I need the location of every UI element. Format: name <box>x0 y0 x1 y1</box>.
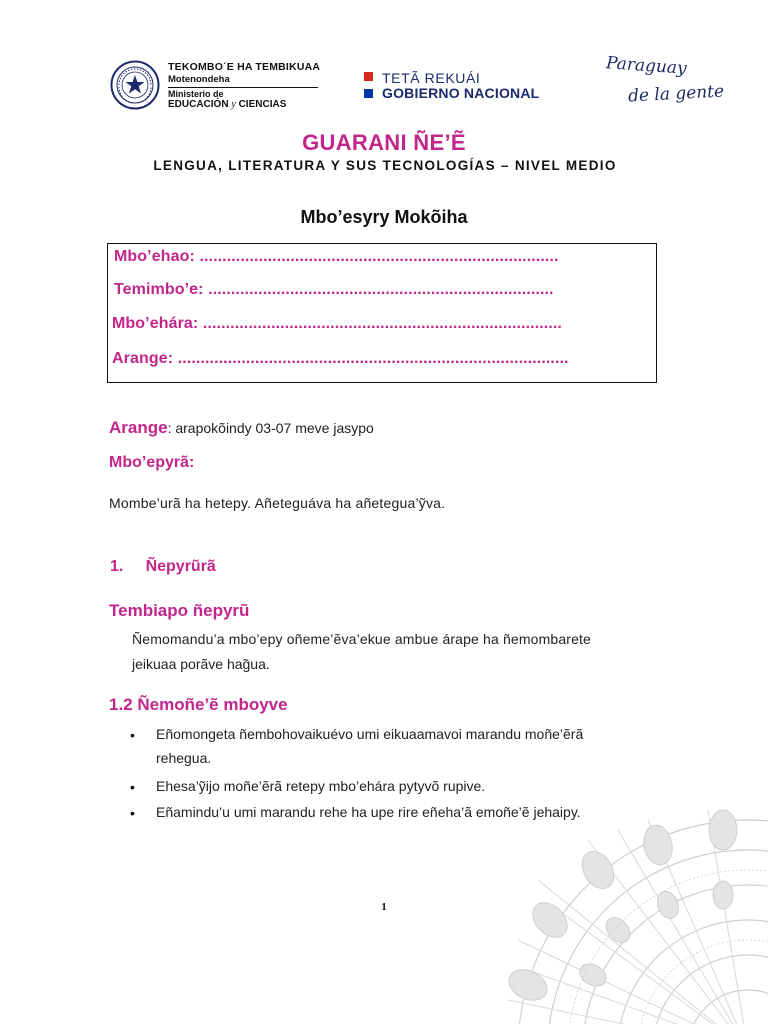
document-title: GUARANI ÑE’Ẽ <box>302 130 466 155</box>
ministry-conjunction: y <box>231 99 236 110</box>
school-label: Mbo’ehao: <box>114 248 200 265</box>
teacher-field <box>112 315 562 333</box>
ministry-education: EDUCACIÓN <box>168 99 229 110</box>
ministry-sciences: CIENCIAS <box>238 99 287 110</box>
ministry-seal-logo <box>110 60 160 110</box>
intro-line-1: Ñemomandu’a mbo’epy oñeme’ẽva’ekue ambue árape ha ñemombarete <box>132 631 591 647</box>
bullet-item-1-line-2: rehegua. <box>156 750 212 766</box>
bullet-icon: • <box>130 779 135 795</box>
section-1-heading: 1. Ñepyrũrã <box>110 558 216 575</box>
paraguay-de-la-gente-logo <box>605 53 726 112</box>
goal-text: Mombe’urã ha hetepy. Añeteguáva ha añetegua’ỹva. <box>109 495 446 511</box>
brand-line-1: Paraguay <box>605 53 688 79</box>
bullet-icon: • <box>130 805 135 821</box>
brand-line-2: de la gente <box>627 81 725 107</box>
date-line <box>109 418 374 438</box>
ministry-divider <box>168 87 318 88</box>
bullet-item-3: Eñamindu’u umi marandu rehe ha upe rire eñeha’ã emoñe’ẽ jehaipy. <box>156 804 581 820</box>
ministry-name-spanish <box>168 100 320 110</box>
ministry-logo-text <box>168 62 320 110</box>
bullet-item-2: Ehesa’ỹijo moñe’ẽrã retepy mbo’ehára pytyvõ rupive. <box>156 778 486 794</box>
government-name-spanish: GOBIERNO NACIONAL <box>382 85 540 101</box>
exam-title: Mbo’esyry Mokõiha <box>300 207 468 227</box>
teacher-label: Mbo’ehára: <box>112 315 203 332</box>
teacher-blank: ............................................................................... <box>202 315 562 332</box>
student-field <box>114 281 554 299</box>
date-field <box>112 350 569 368</box>
student-blank: ............................................................................ <box>208 281 554 298</box>
student-info-box <box>107 243 657 383</box>
lace-decoration-image <box>498 800 768 1024</box>
bullet-icon: • <box>130 727 135 743</box>
ministry-subtitle: Motenondeha <box>168 73 230 85</box>
intro-heading: Tembiapo ñepyrũ <box>109 601 250 620</box>
ministry-label: Ministerio de <box>168 89 224 99</box>
student-label: Temimbo’e: <box>114 281 209 298</box>
page-number: 1 <box>381 901 387 913</box>
goal-heading: Mbo’epyrã: <box>109 454 195 471</box>
intro-line-2: jeikuaa porãve hag̃ua. <box>132 656 270 672</box>
ministry-name-guarani: TEKOMBO´E HA TEMBIKUAA <box>168 61 321 73</box>
date-field-blank: ...................................................................................... <box>177 350 569 367</box>
paraguay-flag-icon <box>364 72 373 98</box>
government-logo-text <box>382 71 539 100</box>
bullet-item-1-line-1: Eñomongeta ñembohovaikuévo umi eikuaamavoi marandu moñe’ẽrã <box>156 726 584 742</box>
school-field <box>114 248 559 266</box>
date-value: : arapokõindy 03-07 meve jasypo <box>167 420 374 436</box>
document-subtitle: LENGUA, LITERATURA Y SUS TECNOLOGÍAS – NIVEL MEDIO <box>153 158 617 173</box>
bullet-item-1 <box>156 722 583 770</box>
school-blank: ............................................................................... <box>199 248 559 265</box>
date-field-label: Arange: <box>112 350 178 367</box>
date-label: Arange <box>109 418 168 437</box>
government-name-guarani: TETÃ REKUÁI <box>382 70 481 86</box>
section-1-2-heading: 1.2 Ñemoñe’ẽ mboyve <box>109 695 288 714</box>
